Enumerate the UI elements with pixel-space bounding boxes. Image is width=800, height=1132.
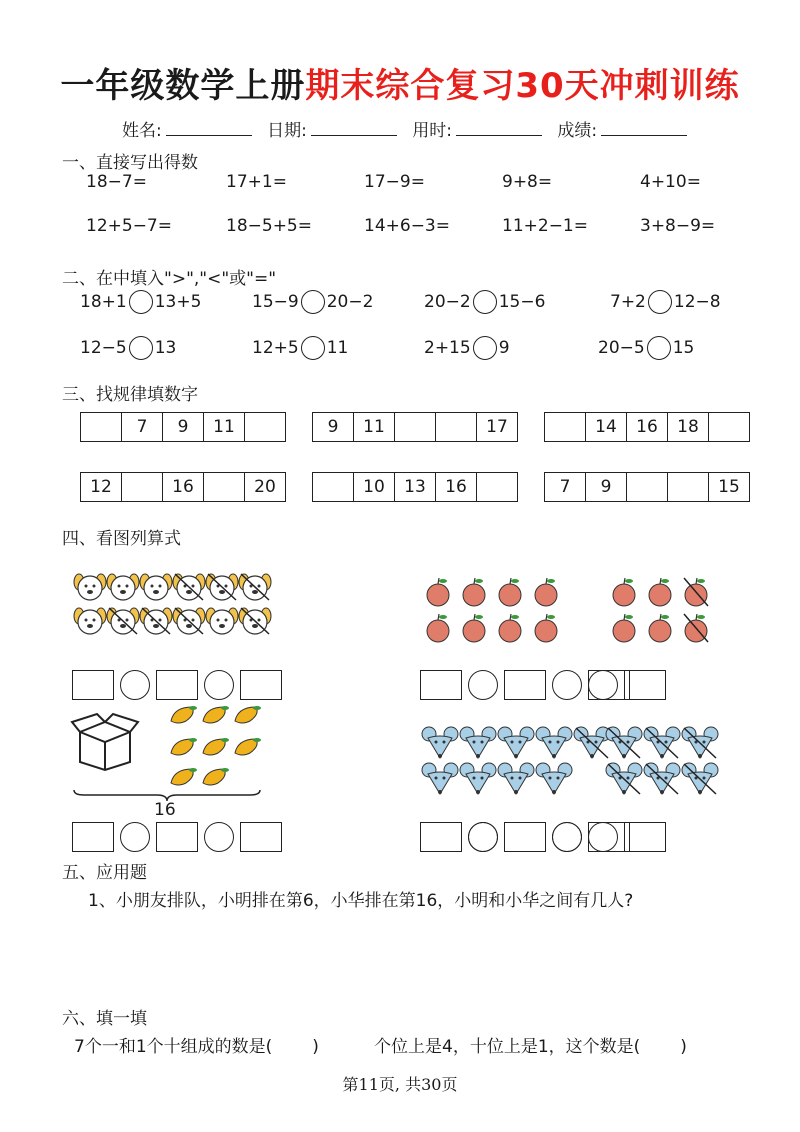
compare-right: 13 [154, 338, 177, 358]
apple-icon [532, 612, 560, 644]
sequence-cell[interactable] [81, 413, 122, 441]
number-sequence [544, 412, 750, 442]
arithmetic-problem: 18−7= [86, 172, 147, 192]
time-label: 用时: [412, 121, 453, 141]
arithmetic-problem: 14+6−3= [364, 216, 450, 236]
box-total-label: 16 [154, 800, 176, 820]
compare-left: 12−5 [80, 338, 127, 358]
apple-icon [460, 612, 488, 644]
apple-icon [424, 612, 452, 644]
compare-left: 2+15 [424, 338, 471, 358]
number-box[interactable] [72, 822, 114, 852]
apple-icon [532, 576, 560, 608]
section2-heading: 二、在中填入">","<"或"=" [62, 269, 277, 289]
compare-left: 18+1 [80, 292, 127, 312]
sequence-cell[interactable] [709, 413, 749, 441]
sequence-cell: 7 [122, 413, 163, 441]
word-problem-1: 1、小朋友排队，小明排在第6，小华排在第16，小明和小华之间有几人? [88, 891, 634, 911]
apple-icon [610, 612, 638, 644]
sequence-cell: 11 [354, 413, 395, 441]
compare-right: 13+5 [154, 292, 202, 312]
compare-circle[interactable] [129, 290, 153, 314]
number-sequence [312, 472, 518, 502]
section1-heading: 一、直接写出得数 [62, 153, 198, 173]
dog-icon [74, 572, 106, 602]
compare-right: 20−2 [326, 292, 374, 312]
equation-blanks [72, 670, 282, 700]
compare-right: 9 [498, 338, 510, 358]
sequence-cell[interactable] [395, 413, 436, 441]
number-sequence [544, 472, 750, 502]
dog-icon [206, 572, 238, 602]
equation-blanks-extra [582, 822, 666, 852]
sequence-cell[interactable] [545, 413, 586, 441]
sequence-cell[interactable] [477, 473, 517, 501]
time-blank[interactable] [456, 121, 542, 136]
sequence-cell: 14 [586, 413, 627, 441]
number-box[interactable] [624, 670, 666, 700]
number-box[interactable] [156, 822, 198, 852]
compare-item [424, 336, 510, 360]
compare-left: 20−5 [598, 338, 645, 358]
mango-icon [168, 704, 198, 726]
compare-left: 7+2 [610, 292, 646, 312]
sequence-cell: 16 [627, 413, 668, 441]
sequence-cell[interactable] [668, 473, 709, 501]
compare-item [610, 290, 721, 314]
date-blank[interactable] [311, 121, 397, 136]
number-sequence [80, 472, 286, 502]
operator-circle[interactable] [588, 822, 618, 852]
equation-blanks [72, 822, 282, 852]
operator-circle[interactable] [120, 822, 150, 852]
score-blank[interactable] [601, 121, 687, 136]
operator-circle[interactable] [204, 670, 234, 700]
sequence-cell: 10 [354, 473, 395, 501]
compare-right: 11 [326, 338, 349, 358]
sequence-cell: 11 [204, 413, 245, 441]
dog-icon [107, 572, 139, 602]
compare-item [80, 336, 176, 360]
mango-icon [200, 704, 230, 726]
number-box[interactable] [72, 670, 114, 700]
arithmetic-problem: 9+8= [502, 172, 553, 192]
name-label: 姓名: [122, 121, 162, 141]
compare-left: 15−9 [252, 292, 299, 312]
number-sequence [80, 412, 286, 442]
arithmetic-problem: 17−9= [364, 172, 425, 192]
section3-heading: 三、找规律填数字 [62, 385, 198, 405]
apple-icon [460, 576, 488, 608]
mouse-icon [536, 762, 572, 796]
sequence-cell[interactable] [436, 413, 477, 441]
sequence-cell: 16 [163, 473, 204, 501]
number-box[interactable] [240, 822, 282, 852]
arithmetic-problem: 17+1= [226, 172, 287, 192]
dog-icon [140, 572, 172, 602]
compare-left: 20−2 [424, 292, 471, 312]
sequence-cell: 16 [436, 473, 477, 501]
compare-item [80, 290, 201, 314]
arithmetic-problem: 11+2−1= [502, 216, 588, 236]
compare-circle[interactable] [648, 290, 672, 314]
section4-heading: 四、看图列算式 [62, 529, 181, 549]
sequence-cell[interactable] [204, 473, 245, 501]
fill-question-2: 个位上是4，十位上是1，这个数是( ) [374, 1037, 687, 1057]
date-label: 日期: [267, 121, 307, 141]
mouse-icon [644, 726, 680, 760]
page-title: 一年级数学上册期末综合复习30天冲刺训练 [60, 66, 740, 106]
mouse-icon [422, 726, 458, 760]
dog-icon [173, 572, 205, 602]
mango-icon [200, 766, 230, 788]
sequence-cell[interactable] [627, 473, 668, 501]
sequence-cell[interactable] [122, 473, 163, 501]
student-info [122, 116, 697, 141]
sequence-cell: 20 [254, 477, 276, 497]
number-box[interactable] [420, 670, 462, 700]
compare-item [252, 290, 373, 314]
mouse-icon [644, 762, 680, 796]
operator-circle[interactable] [588, 670, 618, 700]
score-label: 成绩: [557, 121, 598, 141]
arithmetic-problem: 18−5+5= [226, 216, 312, 236]
fill-question-1: 7个一和1个十组成的数是( ) [74, 1037, 319, 1057]
mouse-icon [536, 726, 572, 760]
operator-circle[interactable] [204, 822, 234, 852]
dog-icon [173, 606, 205, 636]
apple-icon [424, 576, 452, 608]
dog-icon [206, 606, 238, 636]
number-box[interactable] [240, 670, 282, 700]
arithmetic-problem: 4+10= [640, 172, 701, 192]
mango-icon [232, 736, 262, 758]
operator-circle[interactable] [552, 670, 582, 700]
mouse-icon [460, 726, 496, 760]
sequence-cell: 9 [163, 413, 204, 441]
apple-icon [682, 576, 710, 608]
section5-heading: 五、应用题 [62, 863, 147, 883]
compare-left: 12+5 [252, 338, 299, 358]
sequence-cell: 12 [81, 473, 122, 501]
dog-icon [107, 606, 139, 636]
sequence-cell: 18 [668, 413, 709, 441]
dog-icon [239, 606, 271, 636]
sequence-cell: 13 [395, 473, 436, 501]
operator-circle[interactable] [468, 670, 498, 700]
operator-circle[interactable] [552, 822, 582, 852]
mouse-icon [460, 762, 496, 796]
compare-circle[interactable] [473, 336, 497, 360]
mouse-icon [606, 762, 642, 796]
mouse-icon [682, 762, 718, 796]
compare-right: 15 [672, 338, 695, 358]
compare-circle[interactable] [647, 336, 671, 360]
mouse-icon [498, 726, 534, 760]
arithmetic-problem: 3+8−9= [640, 216, 716, 236]
compare-circle[interactable] [129, 336, 153, 360]
section6-heading: 六、填一填 [62, 1009, 147, 1029]
operator-circle[interactable] [120, 670, 150, 700]
sequence-cell: 9 [586, 473, 627, 501]
compare-circle[interactable] [473, 290, 497, 314]
number-box[interactable] [624, 822, 666, 852]
operator-circle[interactable] [468, 822, 498, 852]
name-blank[interactable] [166, 121, 252, 136]
sequence-cell[interactable] [313, 473, 354, 501]
mango-icon [200, 736, 230, 758]
mouse-icon [422, 762, 458, 796]
sequence-cell[interactable] [245, 413, 285, 441]
mouse-icon [606, 726, 642, 760]
page-footer: 第11页, 共30页 [342, 1075, 458, 1094]
compare-right: 12−8 [673, 292, 721, 312]
mango-icon [232, 704, 262, 726]
arithmetic-problem: 12+5−7= [86, 216, 172, 236]
number-box[interactable] [504, 822, 546, 852]
compare-item [424, 290, 545, 314]
number-box[interactable] [156, 670, 198, 700]
mango-icon [168, 766, 198, 788]
box-icon [72, 714, 138, 770]
dog-icon [239, 572, 271, 602]
dog-icon [140, 606, 172, 636]
mouse-icon [574, 726, 610, 760]
apple-icon [646, 612, 674, 644]
number-box[interactable] [420, 822, 462, 852]
sequence-cell: 7 [545, 473, 586, 501]
apple-icon [682, 612, 710, 644]
number-sequence [312, 412, 518, 442]
sequence-cell: 9 [313, 413, 354, 441]
sequence-cell: 17 [486, 417, 508, 437]
apple-icon [496, 612, 524, 644]
mango-icon [168, 736, 198, 758]
apple-icon [610, 576, 638, 608]
compare-circle[interactable] [301, 290, 325, 314]
sequence-cell: 15 [718, 477, 740, 497]
compare-item [252, 336, 348, 360]
dog-icon [74, 606, 106, 636]
compare-circle[interactable] [301, 336, 325, 360]
equation-blanks-extra [582, 670, 666, 700]
compare-right: 15−6 [498, 292, 546, 312]
number-box[interactable] [504, 670, 546, 700]
apple-icon [496, 576, 524, 608]
apple-icon [646, 576, 674, 608]
mouse-icon [498, 762, 534, 796]
compare-item [598, 336, 694, 360]
mouse-icon [682, 726, 718, 760]
